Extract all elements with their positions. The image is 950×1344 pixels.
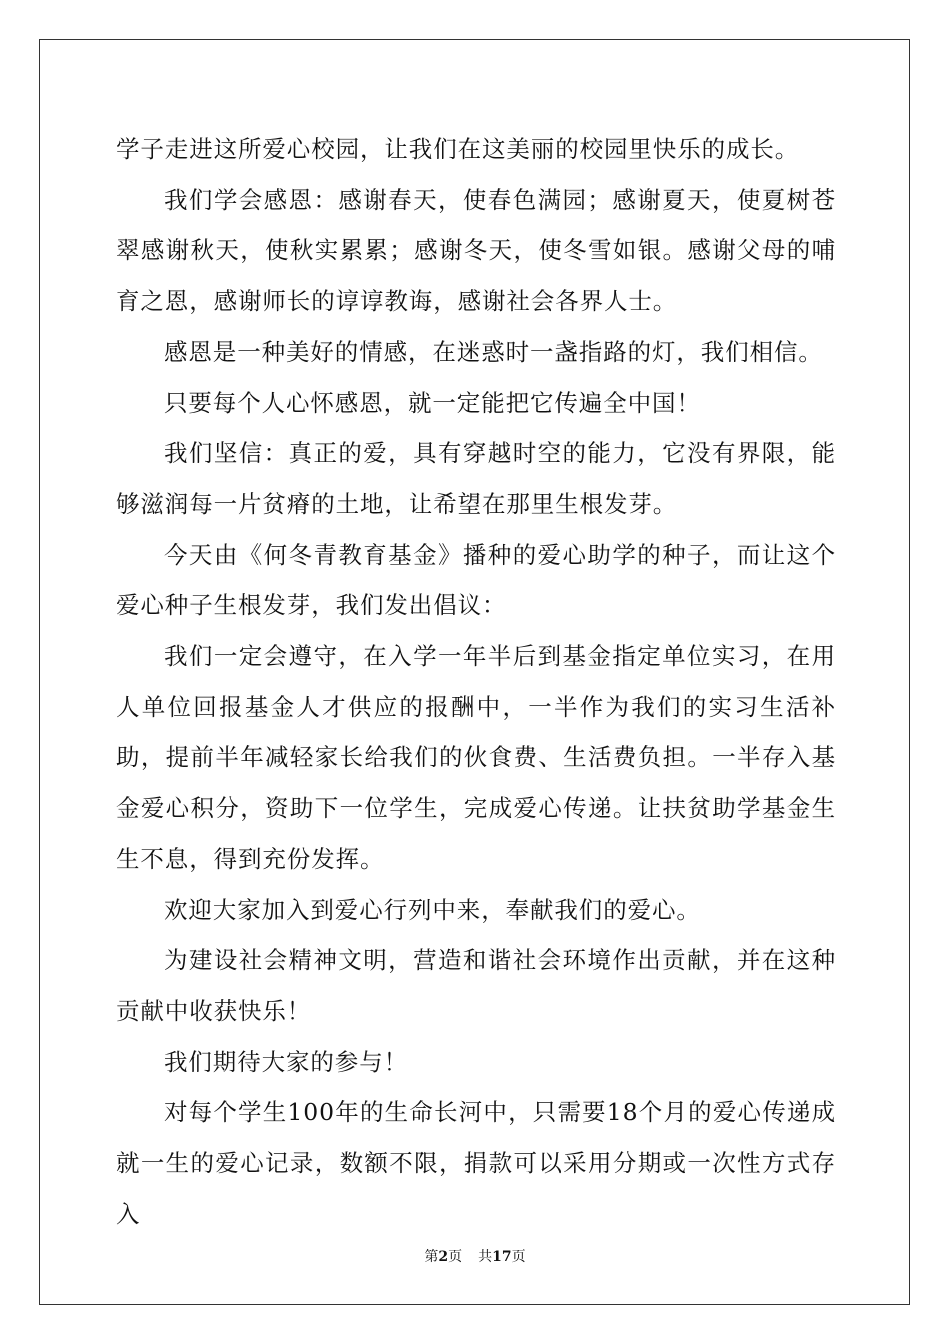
page-footer [0,1247,950,1267]
paragraph-9: 为建设社会精神文明，营造和谐社会环境作出贡献，并在这种贡献中收获快乐！ [116,946,836,1025]
document-body [116,124,836,1239]
paragraph-6: 今天由《何冬青教育基金》播种的爱心助学的种子，而让这个爱心种子生根发芽，我们发出倡议： [116,540,836,620]
paragraph-2: 我们学会感恩：感谢春天，使春色满园；感谢夏天，使夏树苍翠感谢秋天，使秋实累累；感谢冬天，使冬雪如银。感谢父母的哺育之恩，感谢师长的谆谆教诲，感谢社会各界人士。 [116,185,836,316]
paragraph-1: 学子走进这所爱心校园，让我们在这美丽的校园里快乐的成长。 [116,135,800,163]
total-pages: 17 [492,1249,512,1265]
paragraph-11: 对每个学生100年的生命长河中，只需要18个月的爱心传递成就一生的爱心记录，数额不限，捐款可以采用分期或一次性方式存入 [116,1098,836,1228]
total-label-prefix: 共 [478,1249,493,1265]
paragraph-5: 我们坚信：真正的爱，具有穿越时空的能力，它没有界限，能够滋润每一片贫瘠的土地，让希望在那里生根发芽。 [116,439,836,518]
page-number: 2 [438,1249,449,1265]
paragraph-7: 我们一定会遵守，在入学一年半后到基金指定单位实习，在用人单位回报基金人才供应的报酬中，一半作为我们的实习生活补助，提前半年减轻家长给我们的伙食费、生活费负担。一半存入基金爱心积分，资助下一位学生，完成爱心传递。让扶贫助学基金生生不息，得到充份发挥。 [116,642,836,873]
page-label-suffix: 页 [448,1249,463,1265]
paragraph-8: 欢迎大家加入到爱心行列中来，奉献我们的爱心。 [164,895,701,924]
paragraph-4: 只要每个人心怀感恩，就一定能把它传遍全中国！ [164,388,701,417]
total-label-suffix: 页 [511,1249,526,1265]
paragraph-3: 感恩是一种美好的情感，在迷惑时一盏指路的灯，我们相信。 [164,337,823,366]
page-label-prefix: 第 [424,1249,439,1265]
paragraph-10: 我们期待大家的参与！ [164,1047,408,1076]
